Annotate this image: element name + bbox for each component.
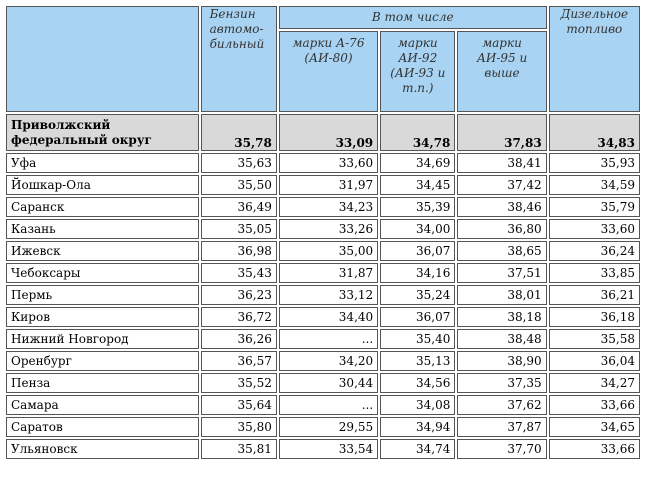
- price-cell: 31,97: [279, 175, 378, 195]
- price-cell: 33,66: [549, 439, 640, 459]
- price-cell: 36,72: [201, 307, 277, 327]
- price-cell: 38,90: [457, 351, 546, 371]
- price-cell: 34,45: [380, 175, 455, 195]
- city-name: Ижевск: [6, 241, 199, 261]
- city-name: Казань: [6, 219, 199, 239]
- header-a76: марки А-76 (АИ-80): [279, 31, 378, 112]
- price-cell: ...: [279, 329, 378, 349]
- price-cell: 37,42: [457, 175, 546, 195]
- price-cell: 36,18: [549, 307, 640, 327]
- price-cell: 34,69: [380, 153, 455, 173]
- table-body: [6, 6, 640, 459]
- price-cell: 36,07: [380, 307, 455, 327]
- city-name: Оренбург: [6, 351, 199, 371]
- price-cell: 36,24: [549, 241, 640, 261]
- header-benzin: Бензин автомо-бильный: [201, 6, 277, 112]
- total-value: 37,83: [457, 114, 546, 151]
- price-cell: 34,23: [279, 197, 378, 217]
- price-cell: 35,05: [201, 219, 277, 239]
- price-cell: 38,18: [457, 307, 546, 327]
- city-name: Саранск: [6, 197, 199, 217]
- city-name: Самара: [6, 395, 199, 415]
- table-row: [6, 219, 640, 239]
- price-cell: 38,46: [457, 197, 546, 217]
- price-cell: 35,79: [549, 197, 640, 217]
- table-row: [6, 439, 640, 459]
- price-cell: 35,39: [380, 197, 455, 217]
- price-cell: 38,41: [457, 153, 546, 173]
- price-cell: 38,48: [457, 329, 546, 349]
- price-cell: 34,74: [380, 439, 455, 459]
- total-value: 34,78: [380, 114, 455, 151]
- price-cell: 37,87: [457, 417, 546, 437]
- price-cell: 34,08: [380, 395, 455, 415]
- table-row: [6, 351, 640, 371]
- city-name: Чебоксары: [6, 263, 199, 283]
- price-cell: 35,93: [549, 153, 640, 173]
- price-cell: 35,81: [201, 439, 277, 459]
- price-cell: 35,63: [201, 153, 277, 173]
- price-cell: 34,20: [279, 351, 378, 371]
- header-v-tom-chisle: В том числе: [279, 6, 547, 29]
- price-cell: 33,12: [279, 285, 378, 305]
- table-row: [6, 197, 640, 217]
- city-name: Ульяновск: [6, 439, 199, 459]
- table-row: [6, 153, 640, 173]
- price-cell: 34,65: [549, 417, 640, 437]
- price-cell: 35,24: [380, 285, 455, 305]
- header-empty-cell: [6, 6, 199, 112]
- price-cell: 31,87: [279, 263, 378, 283]
- table-row: [6, 307, 640, 327]
- price-cell: 35,80: [201, 417, 277, 437]
- table-row: [6, 285, 640, 305]
- price-cell: 36,26: [201, 329, 277, 349]
- price-cell: 34,94: [380, 417, 455, 437]
- price-cell: 34,40: [279, 307, 378, 327]
- total-value: 35,78: [201, 114, 277, 151]
- price-cell: 36,21: [549, 285, 640, 305]
- price-cell: 33,60: [279, 153, 378, 173]
- price-cell: 34,56: [380, 373, 455, 393]
- city-name: Саратов: [6, 417, 199, 437]
- table-row: [6, 373, 640, 393]
- price-cell: 36,23: [201, 285, 277, 305]
- price-cell: 38,01: [457, 285, 546, 305]
- price-cell: 30,44: [279, 373, 378, 393]
- price-cell: 35,64: [201, 395, 277, 415]
- total-value: 34,83: [549, 114, 640, 151]
- price-cell: 37,62: [457, 395, 546, 415]
- price-cell: 36,98: [201, 241, 277, 261]
- price-cell: 33,66: [549, 395, 640, 415]
- price-cell: 34,59: [549, 175, 640, 195]
- table-row: [6, 175, 640, 195]
- city-name: Уфа: [6, 153, 199, 173]
- price-cell: 35,52: [201, 373, 277, 393]
- total-name: Приволжский федеральный округ: [6, 114, 199, 151]
- price-cell: 33,85: [549, 263, 640, 283]
- table-row: [6, 329, 640, 349]
- price-cell: ...: [279, 395, 378, 415]
- price-cell: 34,00: [380, 219, 455, 239]
- header-ai92: марки АИ-92 (АИ-93 и т.п.): [380, 31, 455, 112]
- price-cell: 36,04: [549, 351, 640, 371]
- city-name: Пермь: [6, 285, 199, 305]
- total-row: [6, 114, 640, 151]
- header-diesel: Дизельное топливо: [549, 6, 640, 112]
- price-cell: 34,27: [549, 373, 640, 393]
- price-cell: 34,16: [380, 263, 455, 283]
- price-cell: 35,43: [201, 263, 277, 283]
- price-cell: 38,65: [457, 241, 546, 261]
- city-name: Пенза: [6, 373, 199, 393]
- table-row: [6, 241, 640, 261]
- price-cell: 33,26: [279, 219, 378, 239]
- price-cell: 36,80: [457, 219, 546, 239]
- header-ai95: марки АИ-95 и выше: [457, 31, 546, 112]
- fuel-price-table: [4, 4, 642, 461]
- price-cell: 29,55: [279, 417, 378, 437]
- table-row: [6, 395, 640, 415]
- city-name: Йошкар-Ола: [6, 175, 199, 195]
- price-cell: 37,51: [457, 263, 546, 283]
- table-row: [6, 417, 640, 437]
- price-cell: 36,49: [201, 197, 277, 217]
- price-cell: 36,57: [201, 351, 277, 371]
- price-cell: 33,60: [549, 219, 640, 239]
- price-cell: 36,07: [380, 241, 455, 261]
- city-name: Киров: [6, 307, 199, 327]
- price-cell: 37,70: [457, 439, 546, 459]
- city-name: Нижний Новгород: [6, 329, 199, 349]
- price-cell: 37,35: [457, 373, 546, 393]
- price-cell: 35,00: [279, 241, 378, 261]
- price-cell: 35,58: [549, 329, 640, 349]
- total-value: 33,09: [279, 114, 378, 151]
- price-cell: 35,40: [380, 329, 455, 349]
- price-cell: 33,54: [279, 439, 378, 459]
- header-row-top: [6, 6, 640, 29]
- price-cell: 35,13: [380, 351, 455, 371]
- price-cell: 35,50: [201, 175, 277, 195]
- table-row: [6, 263, 640, 283]
